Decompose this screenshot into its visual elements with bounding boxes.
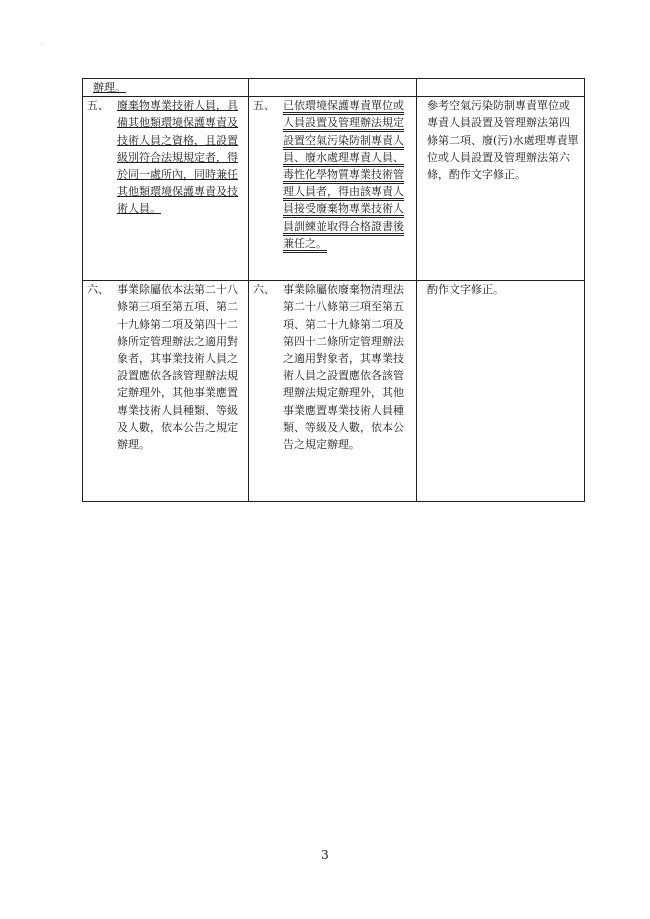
- cell-explanation: [417, 97, 585, 281]
- clause-number: 六、: [87, 283, 109, 297]
- table-row: [83, 79, 585, 97]
- clause-text: 辦理。: [93, 81, 126, 94]
- clause-number: 五、: [253, 99, 275, 113]
- clause-text: 廢棄物專業技術人員，具備其他類環境保護專責及技術人員之資格，且設置級別符合法規規定者，得於同一處所內，同時兼任其他類環境保護專責及技術人員。: [117, 99, 238, 216]
- clause-number: 五、: [87, 99, 109, 113]
- cell-amended: [83, 79, 249, 97]
- table-row: [83, 97, 585, 281]
- clause-number: 六、: [253, 283, 275, 297]
- scan-speck: ·: [40, 40, 43, 49]
- table-row: [83, 281, 585, 502]
- clause-text: 事業除屬依廢棄物清理法第二十八條第三項至第五項、第二十九條第二項及第四十二條所定管理辦法之適用對象者，其專業技術人員之設置應依各該管理辦法規定辦理外，其他事業應置專業技術人員種類、等級及人數，依本公告之規定辦理。: [283, 283, 404, 452]
- cell-current: [249, 281, 417, 502]
- cell-current: [249, 97, 417, 281]
- cell-explanation: [417, 281, 585, 502]
- cell-amended: [83, 281, 249, 502]
- clause-text: 已依環境保護專責單位或人員設置及管理辦法規定設置空氣污染防制專責人員、廢水處理專責人員、毒性化學物質專業技術管理人員者，得由該專責人員接受廢棄物專業技術人員訓練並取得合格證書後兼任之。: [283, 99, 404, 253]
- clause-text: 事業除屬依本法第二十八條第三項至第五項、第二十九條第二項及第四十二條所定管理辦法之適用對象者，其事業技術人員之設置應依各該管理辦法規定辦理外，其他事業應置專業技術人員種類、等級及人數，依本公告之規定辦理。: [117, 283, 238, 452]
- comparison-table: [82, 78, 585, 502]
- explanation-text: 參考空氣污染防制專責單位或專責人員設置及管理辦法第四條第二項、廢(污)水處理專責單位或人員設置及管理辦法第六條，酌作文字修正。: [427, 99, 579, 182]
- page-number: 3: [321, 848, 329, 862]
- cell-amended: [83, 97, 249, 281]
- cell-explanation: [417, 79, 585, 97]
- cell-current: [249, 79, 417, 97]
- explanation-text: 酌作文字修正。: [427, 283, 504, 297]
